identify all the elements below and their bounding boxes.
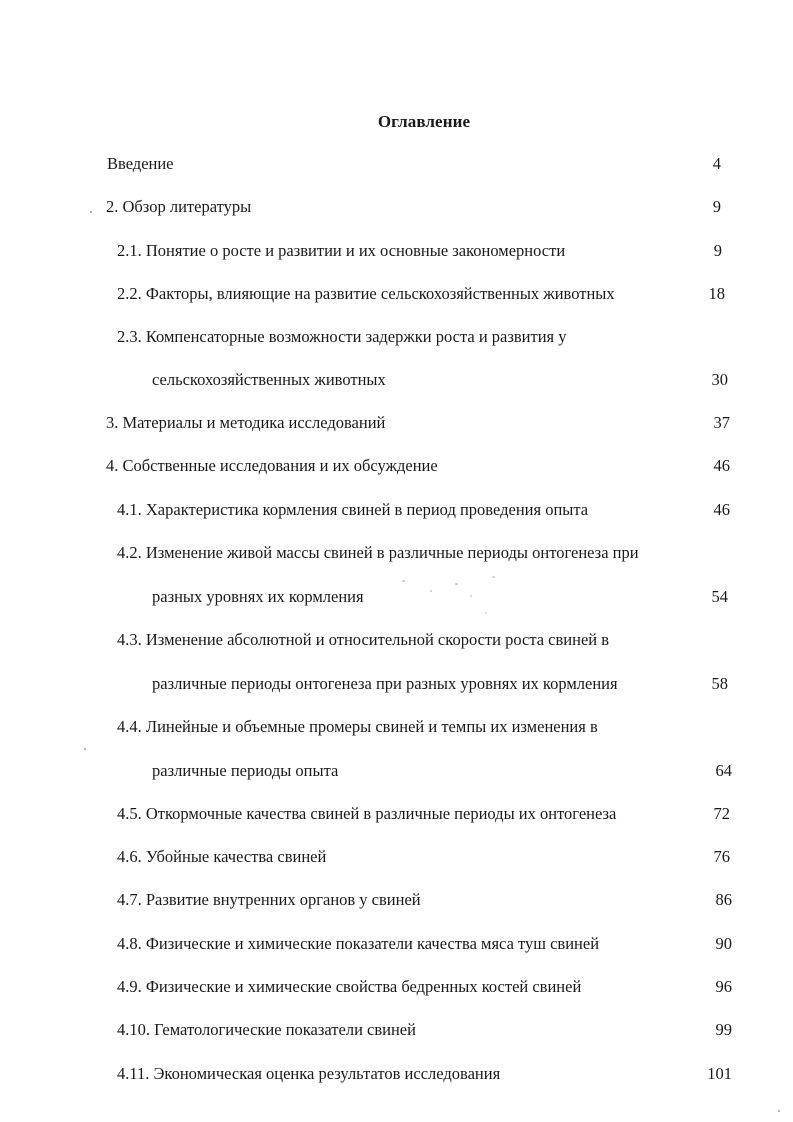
toc-entry-page: 101 — [707, 1064, 732, 1083]
scan-speck — [470, 595, 472, 597]
toc-entry-page: 64 — [715, 761, 732, 780]
scan-speck — [90, 211, 92, 213]
toc-entry-text: 4.9. Физические и химические свойства бедренных костей свиней — [117, 977, 582, 996]
scan-speck — [430, 590, 432, 592]
toc-entry-text: 2.1. Понятие о росте и развитии и их основные закономерности — [117, 241, 566, 260]
scan-speck — [402, 580, 405, 582]
toc-entry-page: 96 — [715, 977, 732, 996]
toc-entry-page: 58 — [711, 674, 728, 693]
toc-entry-text: 4.8. Физические и химические показатели качества мяса туш свиней — [117, 934, 600, 953]
toc-entry-text: 4.4. Линейные и объемные промеры свиней и темпы их изменения в — [117, 717, 598, 736]
toc-entry-page: 54 — [711, 587, 728, 606]
toc-entry-text: 2.3. Компенсаторные возможности задержки роста и развития у — [117, 327, 567, 346]
toc-entry-page: 99 — [715, 1020, 732, 1039]
scan-speck — [778, 1110, 780, 1112]
toc-entry-continuation: различные периоды онтогенеза при разных уровнях их кормления — [152, 674, 618, 693]
toc-entry-page: 46 — [713, 500, 730, 519]
toc-entry-page: 9 — [713, 241, 722, 260]
toc-entry-continuation: разных уровнях их кормления — [152, 587, 364, 606]
toc-entry-page: 76 — [713, 847, 730, 866]
toc-entry-page: 90 — [715, 934, 732, 953]
toc-entry-text: 2. Обзор литературы — [106, 197, 252, 216]
toc-entry-text: 3. Материалы и методика исследований — [106, 413, 386, 432]
toc-entry-text: 4.1. Характеристика кормления свиней в период проведения опыта — [117, 500, 589, 519]
toc-entry-page: 18 — [708, 284, 725, 303]
toc-entry-continuation: сельскохозяйственных животных — [152, 370, 386, 389]
toc-entry-text: 4.11. Экономическая оценка результатов исследования — [117, 1064, 501, 1083]
toc-entry-text: 4.6. Убойные качества свиней — [117, 847, 327, 866]
toc-entry-continuation: различные периоды опыта — [152, 761, 339, 780]
toc-entry-page: 86 — [715, 890, 732, 909]
toc-entry-page: 46 — [713, 456, 730, 475]
toc-entry-text: 4.5. Откормочные качества свиней в различные периоды их онтогенеза — [117, 804, 617, 823]
toc-entry-text: Введение — [107, 154, 174, 173]
toc-entry-page: 9 — [712, 197, 721, 216]
toc-entry-text: 4.7. Развитие внутренних органов у свиней — [117, 890, 421, 909]
toc-title: Оглавление — [377, 112, 471, 131]
toc-entry-text: 4. Собственные исследования и их обсуждение — [106, 456, 438, 475]
scan-speck — [455, 583, 458, 585]
toc-entry-text: 4.2. Изменение живой массы свиней в различные периоды онтогенеза при — [117, 543, 639, 562]
toc-entry-page: 72 — [713, 804, 730, 823]
scan-speck — [84, 748, 86, 750]
toc-entry-page: 30 — [711, 370, 728, 389]
toc-entry-text: 4.3. Изменение абсолютной и относительной скорости роста свиней в — [117, 630, 610, 649]
scan-speck — [485, 612, 487, 614]
toc-entry-page: 4 — [712, 154, 721, 173]
toc-entry-page: 37 — [713, 413, 730, 432]
toc-entry-text: 4.10. Гематологические показатели свиней — [117, 1020, 416, 1039]
toc-entry-text: 2.2. Факторы, влияющие на развитие сельскохозяйственных животных — [117, 284, 615, 303]
scan-speck — [492, 576, 495, 578]
